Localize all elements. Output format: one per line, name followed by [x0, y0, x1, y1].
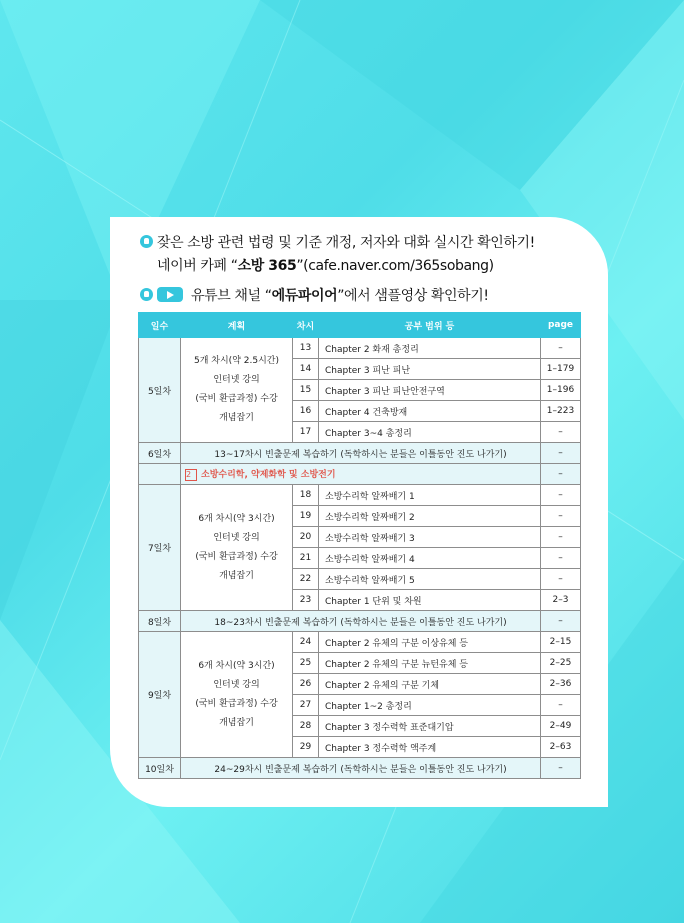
session-no: 24 — [293, 632, 319, 653]
youtube-suffix: ”에서 샘플영상 확인하기! — [337, 288, 489, 304]
plan-line: 5개 차시(약 2.5시간) — [194, 356, 279, 366]
plan-line: (국비 환급과정) 수강 — [195, 698, 278, 709]
plan-line: 6개 차시(약 3시간) — [198, 513, 275, 524]
section-empty-cell — [139, 464, 181, 485]
study-range: Chapter 3 피난 피난안전구역 — [319, 380, 541, 401]
day-label: 9일차 — [139, 632, 181, 758]
study-range: Chapter 3 정수력학 표준대기압 — [319, 716, 541, 737]
session-no: 23 — [293, 590, 319, 611]
page-ref: 2–15 — [541, 632, 581, 653]
notice-youtube — [140, 285, 489, 305]
table-row — [139, 338, 581, 359]
section-row — [139, 464, 581, 485]
plan-cell — [181, 338, 293, 443]
day-label: 10일차 — [139, 758, 181, 779]
page-ref: 2–3 — [541, 590, 581, 611]
header-plan: 계획 — [181, 313, 293, 338]
cafe-url[interactable]: ”(cafe.naver.com/365sobang) — [296, 258, 494, 274]
page-ref: – — [541, 506, 581, 527]
notice-line1: 잦은 소방 관련 법령 및 기준 개정, 저자와 대화 실시간 확인하기! — [157, 235, 535, 251]
study-range: Chapter 2 화재 총정리 — [319, 338, 541, 359]
plan-line: 인터넷 강의 — [213, 532, 260, 543]
plan-line: 인터넷 강의 — [213, 375, 260, 385]
plan-line: 6개 차시(약 3시간) — [198, 660, 275, 671]
youtube-prefix: 유튜브 채널 “ — [191, 288, 272, 304]
page-ref: 2–49 — [541, 716, 581, 737]
notice-law-updates — [140, 232, 535, 252]
table-row — [139, 758, 581, 779]
cafe-name[interactable]: 소방 365 — [237, 258, 297, 274]
section-title-cell — [181, 464, 541, 485]
page-ref: 2–25 — [541, 653, 581, 674]
study-range: Chapter 3~4 총정리 — [319, 422, 541, 443]
plan-cell — [181, 485, 293, 611]
section-title: 소방수리학, 약제화학 및 소방전기 — [201, 470, 336, 480]
plan-line: 인터넷 강의 — [213, 679, 260, 690]
header-page: page — [541, 313, 581, 338]
page-ref: – — [541, 338, 581, 359]
page-ref: – — [541, 443, 581, 464]
cafe-prefix: 네이버 카페 “ — [157, 258, 238, 274]
session-no: 27 — [293, 695, 319, 716]
lightbulb-icon — [140, 288, 153, 301]
session-no: 17 — [293, 422, 319, 443]
session-no: 15 — [293, 380, 319, 401]
header-day: 일수 — [139, 313, 181, 338]
plan-line: 개념잡기 — [219, 717, 254, 728]
page-ref: – — [541, 695, 581, 716]
plan-line: (국비 환급과정) 수강 — [195, 551, 278, 562]
page-ref: 1–223 — [541, 401, 581, 422]
session-no: 25 — [293, 653, 319, 674]
section-number: 2 — [185, 469, 197, 481]
session-no: 29 — [293, 737, 319, 758]
day-label: 5일차 — [139, 338, 181, 443]
page-ref: 2–36 — [541, 674, 581, 695]
page-ref: 1–196 — [541, 380, 581, 401]
plan-line: (국비 환급과정) 수강 — [195, 394, 278, 404]
study-range: Chapter 3 피난 피난 — [319, 359, 541, 380]
study-range: Chapter 2 유체의 구분 기체 — [319, 674, 541, 695]
page-ref: 2–63 — [541, 737, 581, 758]
study-range: Chapter 1~2 총정리 — [319, 695, 541, 716]
header-session: 차시 — [293, 313, 319, 338]
table-header-row — [139, 313, 581, 338]
study-schedule-table — [138, 312, 581, 779]
page-ref: – — [541, 548, 581, 569]
plan-cell — [181, 632, 293, 758]
session-no: 26 — [293, 674, 319, 695]
session-no: 14 — [293, 359, 319, 380]
session-no: 16 — [293, 401, 319, 422]
study-range: Chapter 3 정수력학 액주계 — [319, 737, 541, 758]
day-label: 6일차 — [139, 443, 181, 464]
day-label: 8일차 — [139, 611, 181, 632]
page-ref: 1–179 — [541, 359, 581, 380]
page-ref: – — [541, 758, 581, 779]
review-text: 13~17차시 빈출문제 복습하기 (독학하시는 분들은 이틀동안 진도 나가기) — [181, 443, 541, 464]
session-no: 20 — [293, 527, 319, 548]
session-no: 19 — [293, 506, 319, 527]
page-ref: – — [541, 527, 581, 548]
page-ref: – — [541, 569, 581, 590]
review-text: 24~29차시 빈출문제 복습하기 (독학하시는 분들은 이틀동안 진도 나가기) — [181, 758, 541, 779]
study-range: 소방수리학 알짜배기 4 — [319, 548, 541, 569]
plan-line: 개념잡기 — [219, 413, 254, 423]
session-no: 22 — [293, 569, 319, 590]
study-range: 소방수리학 알짜배기 5 — [319, 569, 541, 590]
session-no: 13 — [293, 338, 319, 359]
review-text: 18~23차시 빈출문제 복습하기 (독학하시는 분들은 이틀동안 진도 나가기) — [181, 611, 541, 632]
study-range: Chapter 1 단위 및 차원 — [319, 590, 541, 611]
page-ref: – — [541, 422, 581, 443]
session-no: 28 — [293, 716, 319, 737]
page-ref: – — [541, 485, 581, 506]
study-range: Chapter 2 유체의 구분 뉴턴유체 등 — [319, 653, 541, 674]
page-ref: – — [541, 611, 581, 632]
study-range: 소방수리학 알짜배기 1 — [319, 485, 541, 506]
notice-naver-cafe — [157, 255, 494, 275]
study-range: 소방수리학 알짜배기 3 — [319, 527, 541, 548]
table-row — [139, 443, 581, 464]
youtube-channel-name[interactable]: 에듀파이어 — [271, 288, 338, 304]
header-range: 공부 범위 등 — [319, 313, 541, 338]
study-range: 소방수리학 알짜배기 2 — [319, 506, 541, 527]
study-range: Chapter 4 건축방재 — [319, 401, 541, 422]
table-row — [139, 632, 581, 653]
day-label: 7일차 — [139, 485, 181, 611]
page-ref: – — [541, 464, 581, 485]
study-range: Chapter 2 유체의 구분 이상유체 등 — [319, 632, 541, 653]
session-no: 18 — [293, 485, 319, 506]
lightbulb-icon — [140, 235, 153, 248]
youtube-play-icon — [157, 287, 183, 302]
session-no: 21 — [293, 548, 319, 569]
plan-line: 개념잡기 — [219, 570, 254, 581]
table-row — [139, 611, 581, 632]
table-row — [139, 485, 581, 506]
